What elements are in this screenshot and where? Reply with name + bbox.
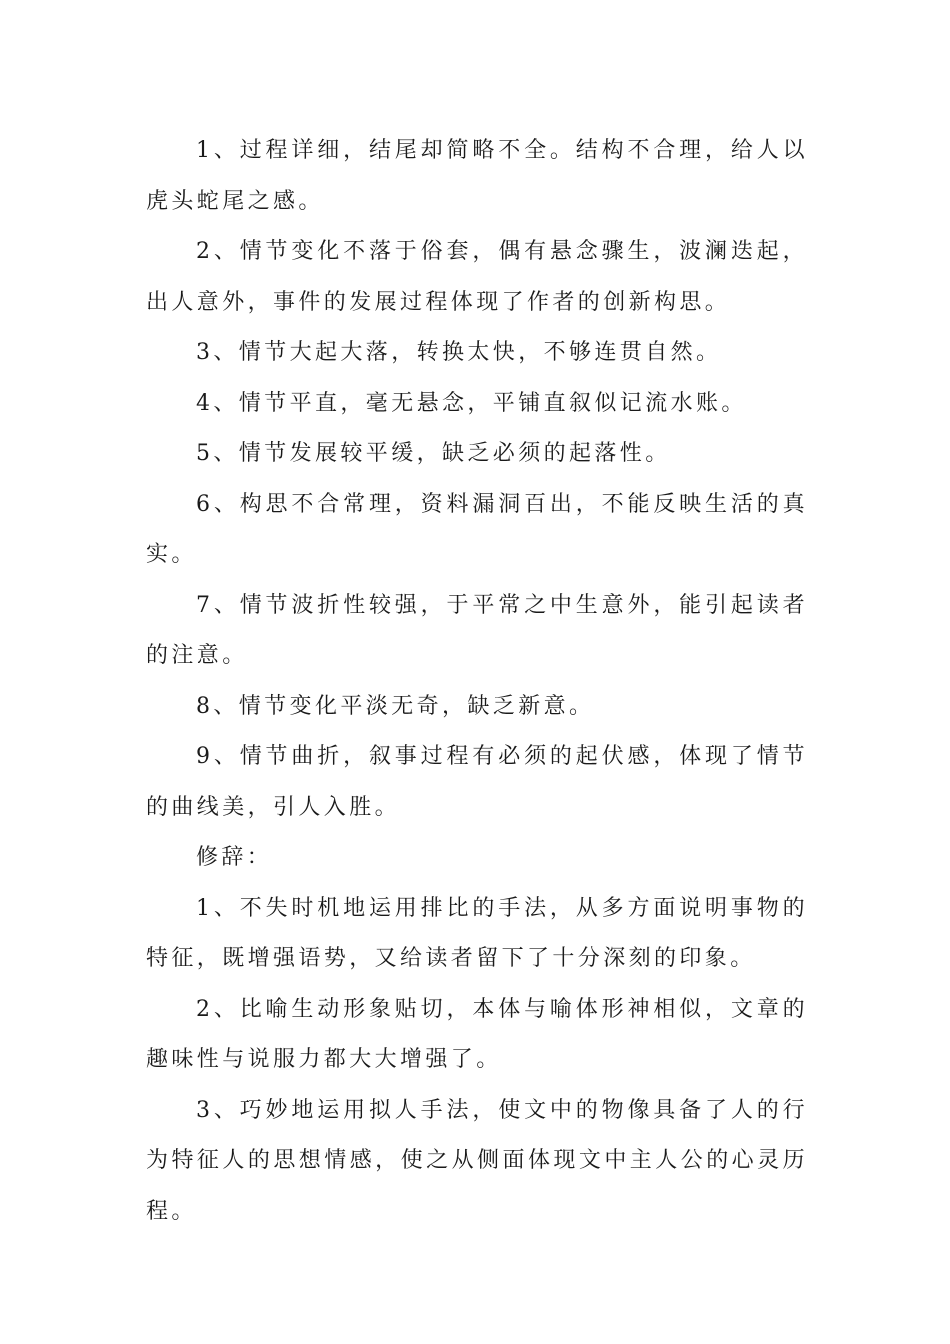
paragraph-plot-6: 6、构思不合常理，资料漏洞百出，不能反映生活的真实。 (146, 491, 808, 567)
section-heading-rhetoric: 修辞： (196, 845, 273, 870)
paragraph-rhetoric-2: 2、比喻生动形象贴切，本体与喻体形神相似，文章的趣味性与说服力都大大增强了。 (146, 996, 808, 1072)
paragraph-plot-5: 5、情节发展较平缓，缺乏必须的起落性。 (196, 441, 671, 466)
paragraph-plot-3: 3、情节大起大落，转换太快，不够连贯自然。 (196, 340, 722, 365)
document-body (146, 126, 808, 1237)
paragraph-plot-1: 1、过程详细，结尾却简略不全。结构不合理，给人以虎头蛇尾之感。 (146, 138, 808, 214)
paragraph-rhetoric-1: 1、不失时机地运用排比的手法，从多方面说明事物的特征，既增强语势，又给读者留下了十分深刻的印象。 (146, 895, 808, 971)
paragraph-plot-7: 7、情节波折性较强，于平常之中生意外，能引起读者的注意。 (146, 592, 808, 668)
paragraph-plot-2: 2、情节变化不落于俗套，偶有悬念骤生，波澜迭起，出人意外，事件的发展过程体现了作者的创新构思。 (146, 239, 808, 315)
paragraph-plot-4: 4、情节平直，毫无悬念，平铺直叙似记流水账。 (196, 390, 747, 416)
paragraph-rhetoric-3: 3、巧妙地运用拟人手法，使文中的物像具备了人的行为特征人的思想情感，使之从侧面体现文中主人公的心灵历程。 (146, 1097, 808, 1224)
paragraph-plot-8: 8、情节变化平淡无奇，缺乏新意。 (196, 693, 595, 719)
paragraph-plot-9: 9、情节曲折，叙事过程有必须的起伏感，体现了情节的曲线美，引人入胜。 (146, 744, 808, 820)
